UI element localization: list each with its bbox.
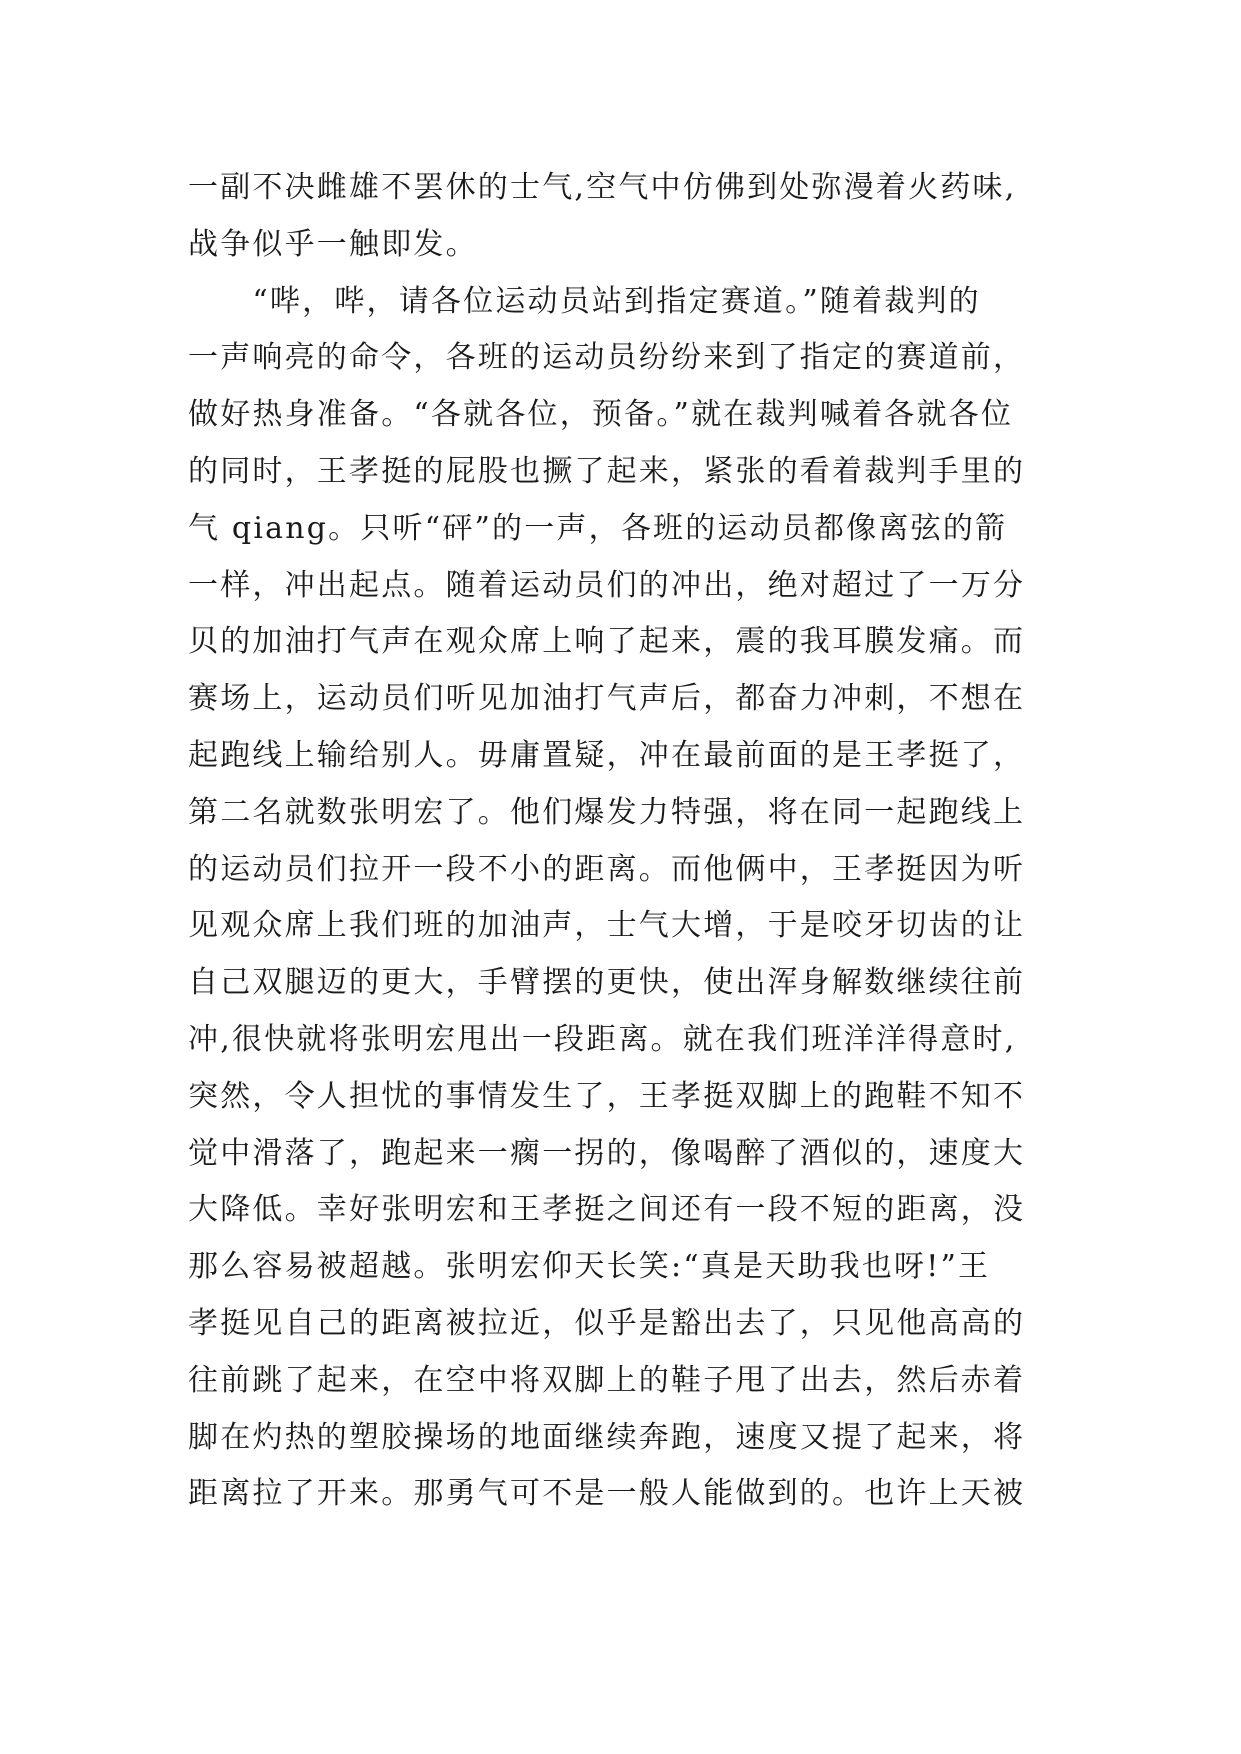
text-line: 一声响亮的命令，各班的运动员纷纷来到了指定的赛道前， [188,340,1026,376]
text-line: 气 qiang。只听“砰”的一声，各班的运动员都像离弦的箭 [188,510,1008,546]
text-line: 的运动员们拉开一段不小的距离。而他俩中，王孝挺因为听 [188,851,1026,887]
text-line: 第二名就数张明宏了。他们爆发力特强，将在同一起跑线上 [188,794,1026,830]
text-line: 冲,很快就将张明宏甩出一段距离。就在我们班洋洋得意时, [188,1021,1017,1057]
text-line: 脚在灼热的塑胶操场的地面继续奔跑，速度又提了起来，将 [188,1419,1026,1455]
text-line: 距离拉了开来。那勇气可不是一般人能做到的。也许上天被 [188,1476,1026,1512]
text-line: 大降低。幸好张明宏和王孝挺之间还有一段不短的距离，没 [188,1192,1026,1228]
text-line: 赛场上，运动员们听见加油打气声后，都奋力冲刺，不想在 [188,681,1026,717]
text-line: 觉中滑落了，跑起来一瘸一拐的，像喝醉了酒似的，速度大 [188,1135,1026,1171]
text-line: 往前跳了起来，在空中将双脚上的鞋子甩了出去，然后赤着 [188,1362,1026,1398]
text-line: 战争似乎一触即发。 [188,226,478,262]
text-line: 的同时，王孝挺的屁股也撅了起来，紧张的看着裁判手里的 [188,453,1026,489]
text-line: 做好热身准备。“各就各位，预备。”就在裁判喊着各就各位 [188,397,1014,433]
text-line: 突然，令人担忧的事情发生了，王孝挺双脚上的跑鞋不知不 [188,1078,1026,1114]
text-line: “哔，哔，请各位运动员站到指定赛道。”随着裁判的 [188,283,981,319]
text-line: 贝的加油打气声在观众席上响了起来，震的我耳膜发痛。而 [188,624,1026,660]
text-line: 一副不决雌雄不罢休的士气,空气中仿佛到处弥漫着火药味, [188,170,1017,205]
text-line: 那么容易被超越。张明宏仰天长笑:“真是天助我也呀!”王 [188,1249,991,1285]
text-line: 自己双腿迈的更大，手臂摆的更快，使出浑身解数继续往前 [188,965,1026,1001]
body-text [188,160,1088,1523]
text-line: 见观众席上我们班的加油声，士气大增，于是咬牙切齿的让 [188,908,1026,944]
text-line: 起跑线上输给别人。毋庸置疑，冲在最前面的是王孝挺了， [188,737,1026,773]
text-line: 孝挺见自己的距离被拉近，似乎是豁出去了，只见他高高的 [188,1305,1026,1341]
text-line: 一样，冲出起点。随着运动员们的冲出，绝对超过了一万分 [188,567,1026,603]
